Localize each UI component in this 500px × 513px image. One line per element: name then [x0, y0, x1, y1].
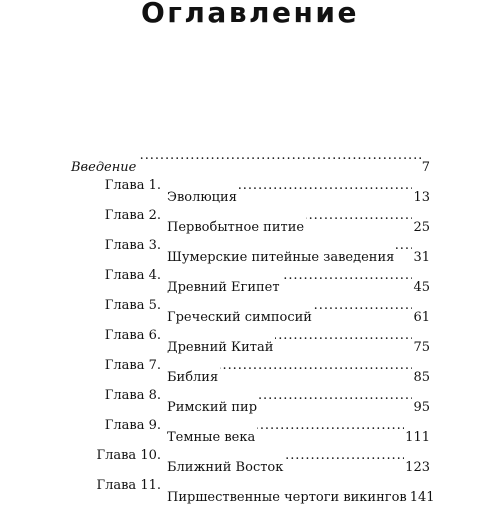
toc-entry-title: Ближний Восток — [167, 460, 284, 475]
toc-page-number: 45 — [413, 280, 430, 295]
toc-entry-title: Римский пир — [167, 400, 258, 415]
toc-page-number: 123 — [405, 460, 430, 475]
toc-entry-chapter-9 — [0, 411, 500, 445]
chapter-label: Глава 5. — [104, 298, 161, 313]
toc-entry-title: Библия — [167, 370, 219, 385]
toc-entry-chapter-10 — [0, 441, 500, 475]
toc-entry-chapter-5 — [0, 291, 500, 325]
page-title: Оглавление — [140, 0, 359, 29]
toc-page-number: 61 — [413, 310, 430, 325]
chapter-label: Глава 9. — [104, 418, 161, 433]
dot-leader — [259, 381, 412, 411]
toc-entry-title: Древний Египет — [167, 280, 280, 295]
toc-page-number: 25 — [413, 220, 430, 235]
dot-leader — [138, 141, 420, 171]
chapter-label: Глава 6. — [104, 328, 161, 343]
toc-page-number: 75 — [413, 340, 430, 355]
toc-entry-chapter-1 — [0, 171, 500, 205]
chapter-label: Глава 8. — [104, 388, 161, 403]
toc-entry-chapter-4 — [0, 261, 500, 295]
toc-entry-title: Пиршественные чертоги викингов — [167, 490, 407, 505]
chapter-label: Глава 3. — [104, 238, 161, 253]
chapter-label: Глава 2. — [104, 208, 161, 223]
chapter-label: Глава 7. — [104, 358, 161, 373]
toc-entry-title: Темные века — [167, 430, 256, 445]
toc-entry-title: Первобытное питие — [167, 220, 305, 235]
toc-page-number: 13 — [413, 190, 430, 205]
dot-leader — [285, 441, 404, 471]
dot-leader — [396, 231, 412, 261]
toc-entry-introduction — [0, 141, 500, 175]
dot-leader — [282, 261, 413, 291]
toc-page-number: 31 — [413, 250, 430, 265]
chapter-label: Глава 11. — [96, 478, 161, 493]
dot-leader — [220, 351, 412, 381]
dot-leader — [306, 201, 412, 231]
toc-entry-chapter-6 — [0, 321, 500, 355]
toc-entry-title: Эволюция — [167, 190, 237, 205]
chapter-label: Глава 10. — [96, 448, 161, 463]
toc-entry-chapter-3 — [0, 231, 500, 265]
dot-leader — [257, 411, 404, 441]
toc-page-number: 111 — [405, 430, 430, 445]
toc-page-number: 7 — [421, 160, 430, 175]
chapter-label: Глава 4. — [104, 268, 161, 283]
dot-leader — [239, 171, 413, 201]
toc-page-number: 95 — [413, 400, 430, 415]
toc-entry-title: Греческий симпосий — [167, 310, 312, 325]
dot-leader — [275, 321, 412, 351]
toc-page-number: 141 — [409, 490, 435, 505]
toc-entry-title: Шумерские питейные заведения — [167, 250, 395, 265]
toc-entry-title: Древний Китай — [167, 340, 274, 355]
dot-leader — [314, 291, 413, 321]
toc-entry-row — [167, 471, 435, 513]
toc-entry-chapter-7 — [0, 351, 500, 385]
toc-entry-title: Введение — [71, 160, 137, 175]
toc-entry-chapter-8 — [0, 381, 500, 415]
toc-entry-chapter-2 — [0, 201, 500, 235]
chapter-label: Глава 1. — [104, 178, 161, 193]
toc-entry-chapter-11 — [0, 471, 500, 505]
toc-page-number: 85 — [413, 370, 430, 385]
